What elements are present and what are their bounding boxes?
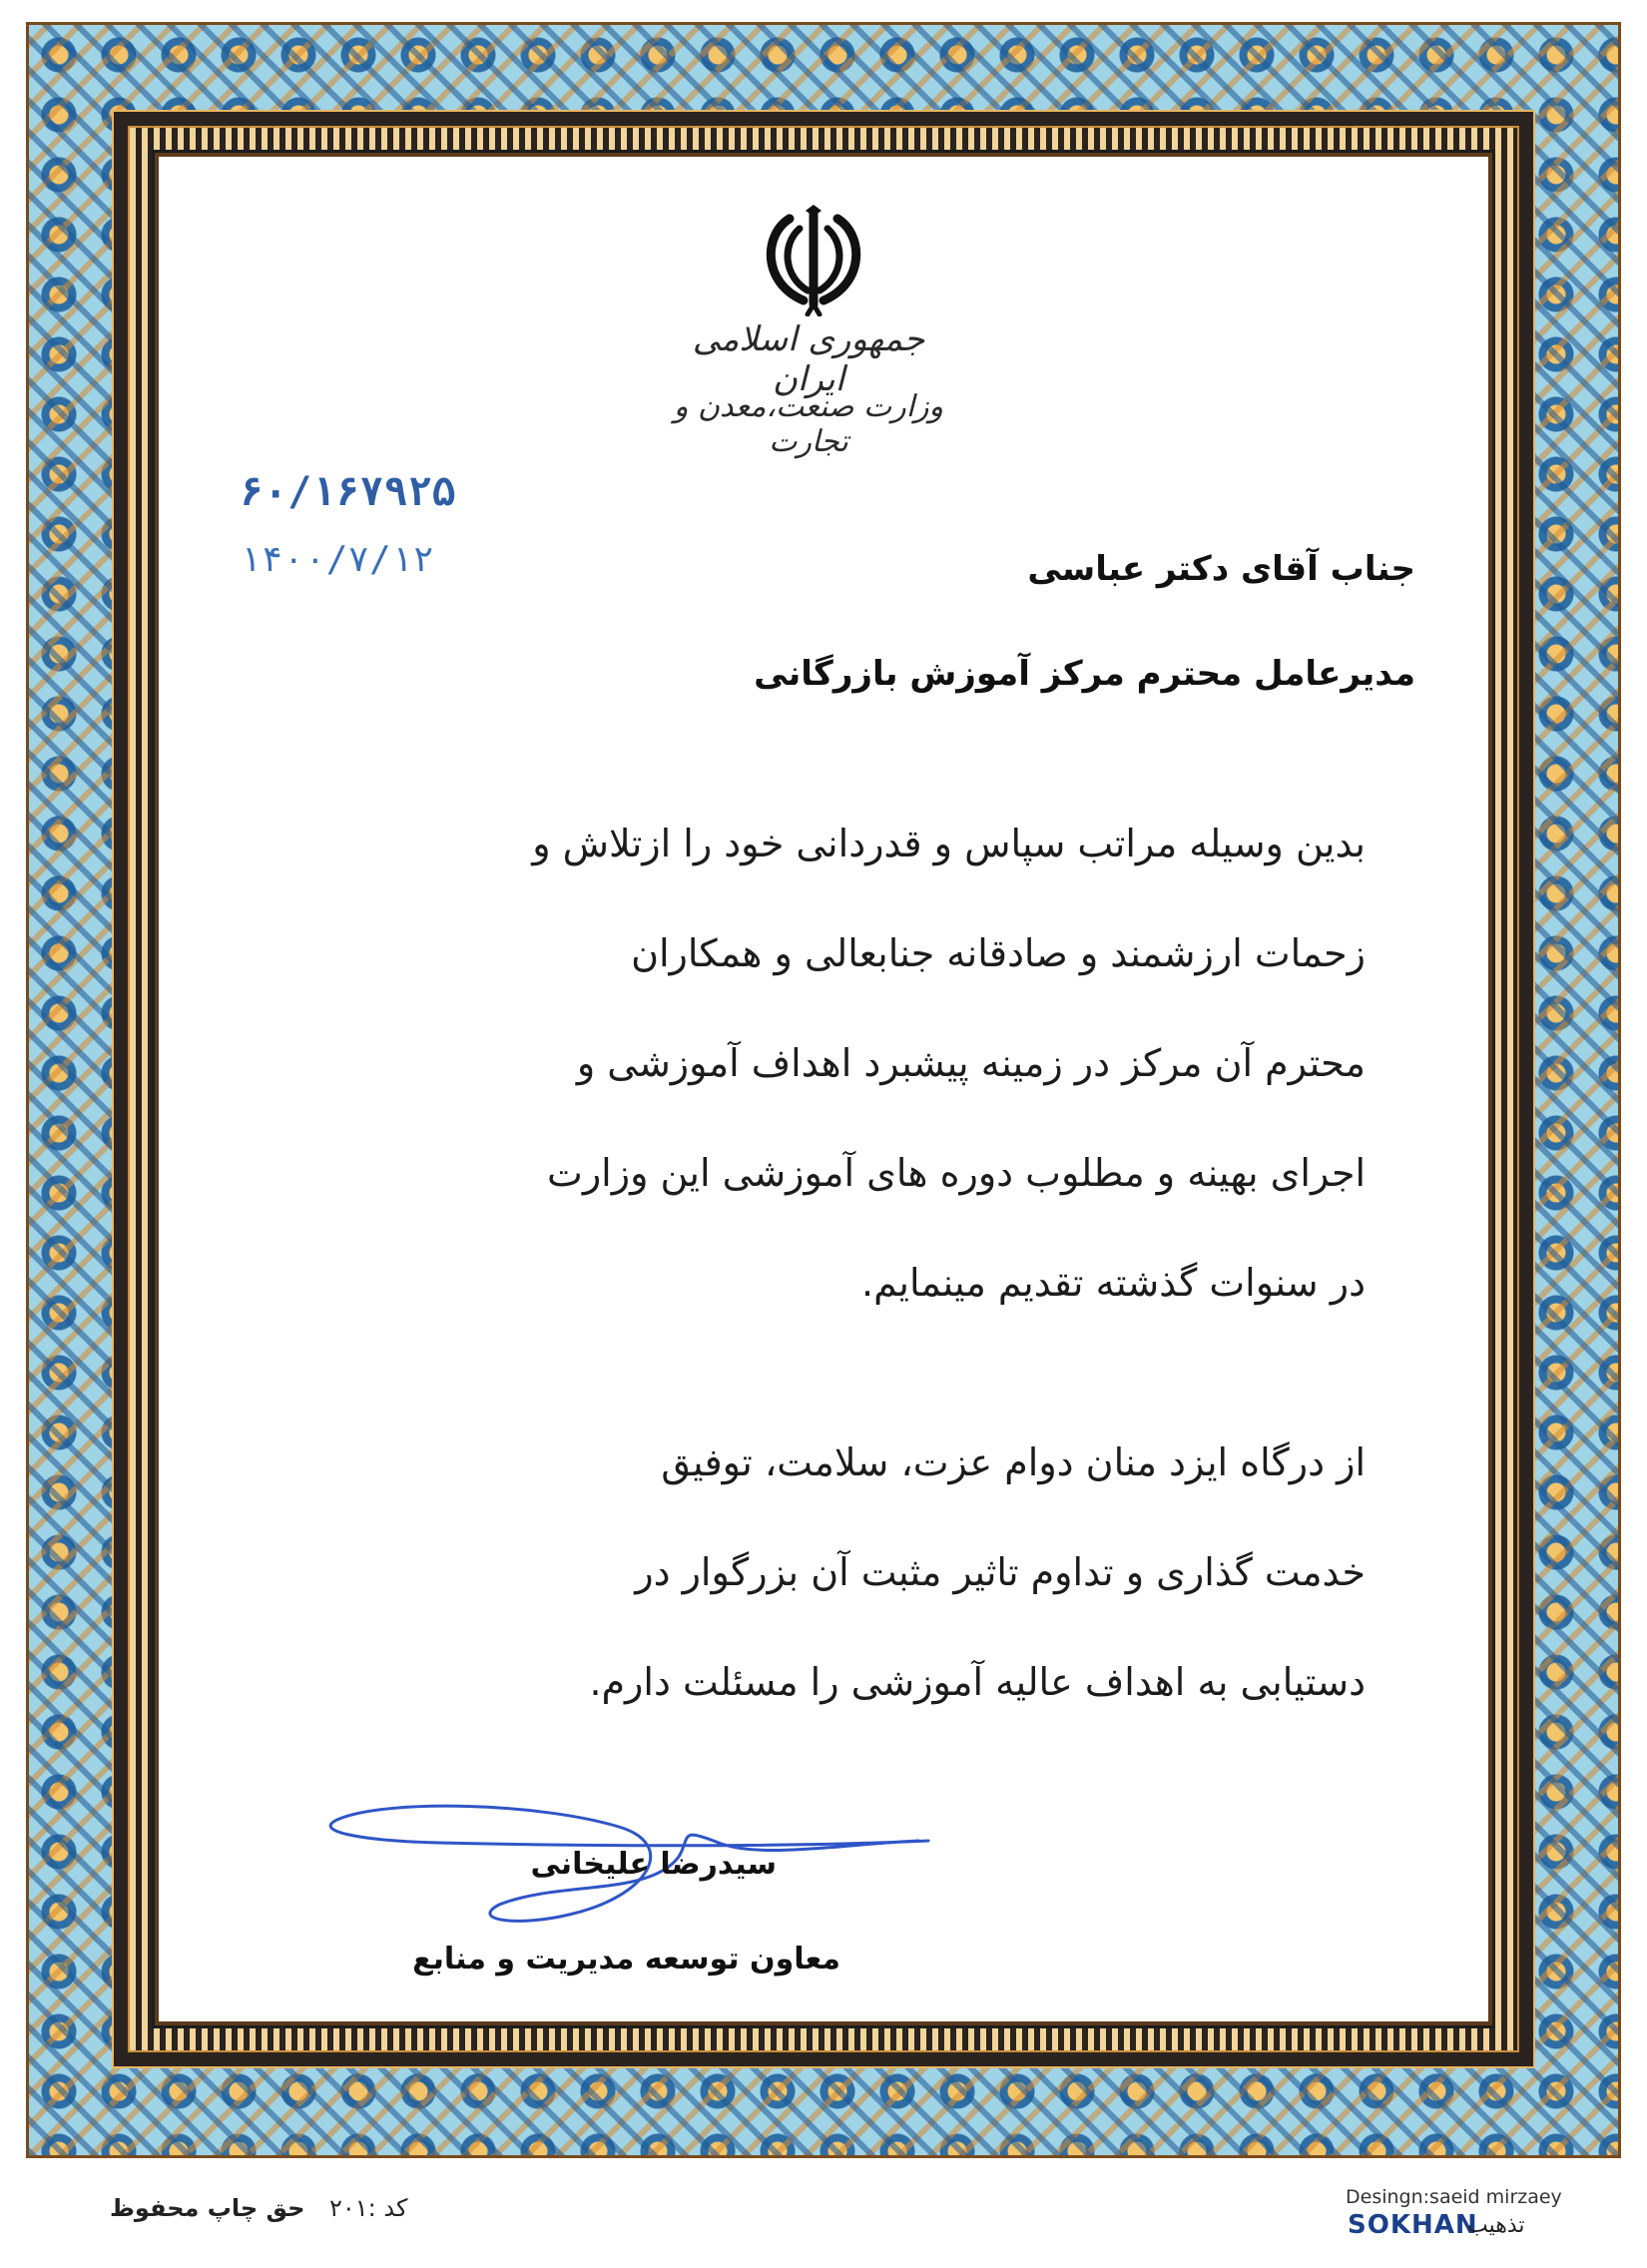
iran-emblem-icon xyxy=(754,205,873,316)
addressee-name: جناب آقای دکتر عباسی xyxy=(1027,549,1415,589)
reference-number: ۶۰/۱۶۷۹۲۵ xyxy=(240,469,456,515)
gilding-label: تذهیب xyxy=(1467,2213,1525,2238)
ministry-name: وزارت صنعت،معدن و تجارت xyxy=(673,389,944,459)
print-code: کد :۲۰۱ xyxy=(329,2194,408,2222)
copyright-note: حق چاپ محفوظ xyxy=(110,2194,305,2222)
body-line: از درگاه ایزد منان دوام عزت، سلامت، توفیق xyxy=(661,1440,1366,1484)
body-line: محترم آن مرکز در زمینه پیشبرد اهداف آموزشی و xyxy=(576,1041,1366,1085)
body-paragraph-1 xyxy=(307,789,1366,1338)
brand-logo: SOKHAN xyxy=(1348,2210,1478,2240)
body-line: بدین وسیله مراتب سپاس و قدردانی خود را ازتلاش و xyxy=(532,822,1366,865)
body-line: زحمات ارزشمند و صادقانه جنابعالی و همکاران xyxy=(631,931,1366,975)
body-line: دستیابی به اهداف عالیه آموزشی را مسئلت دارم. xyxy=(589,1660,1366,1704)
signatory-name: سیدرضا علیخانی xyxy=(530,1847,777,1882)
body-line: خدمت گذاری و تداوم تاثیر مثبت آن بزرگوار در xyxy=(635,1550,1366,1594)
reference-date: ۱۴۰۰/۷/۱۲ xyxy=(240,539,435,580)
country-name: جمهوری اسلامی ایران xyxy=(692,319,925,399)
signatory-title: معاون توسعه مدیریت و منابع xyxy=(412,1942,840,1977)
addressee-title: مدیرعامل محترم مرکز آموزش بازرگانی xyxy=(754,654,1415,694)
designer-credit: Desingn:saeid mirzaey xyxy=(1346,2186,1562,2208)
body-line: در سنوات گذشته تقدیم مینمایم. xyxy=(861,1261,1366,1305)
body-line: اجرای بهینه و مطلوب دوره های آموزشی این وزارت xyxy=(547,1151,1366,1195)
body-paragraph-2 xyxy=(307,1408,1366,1737)
